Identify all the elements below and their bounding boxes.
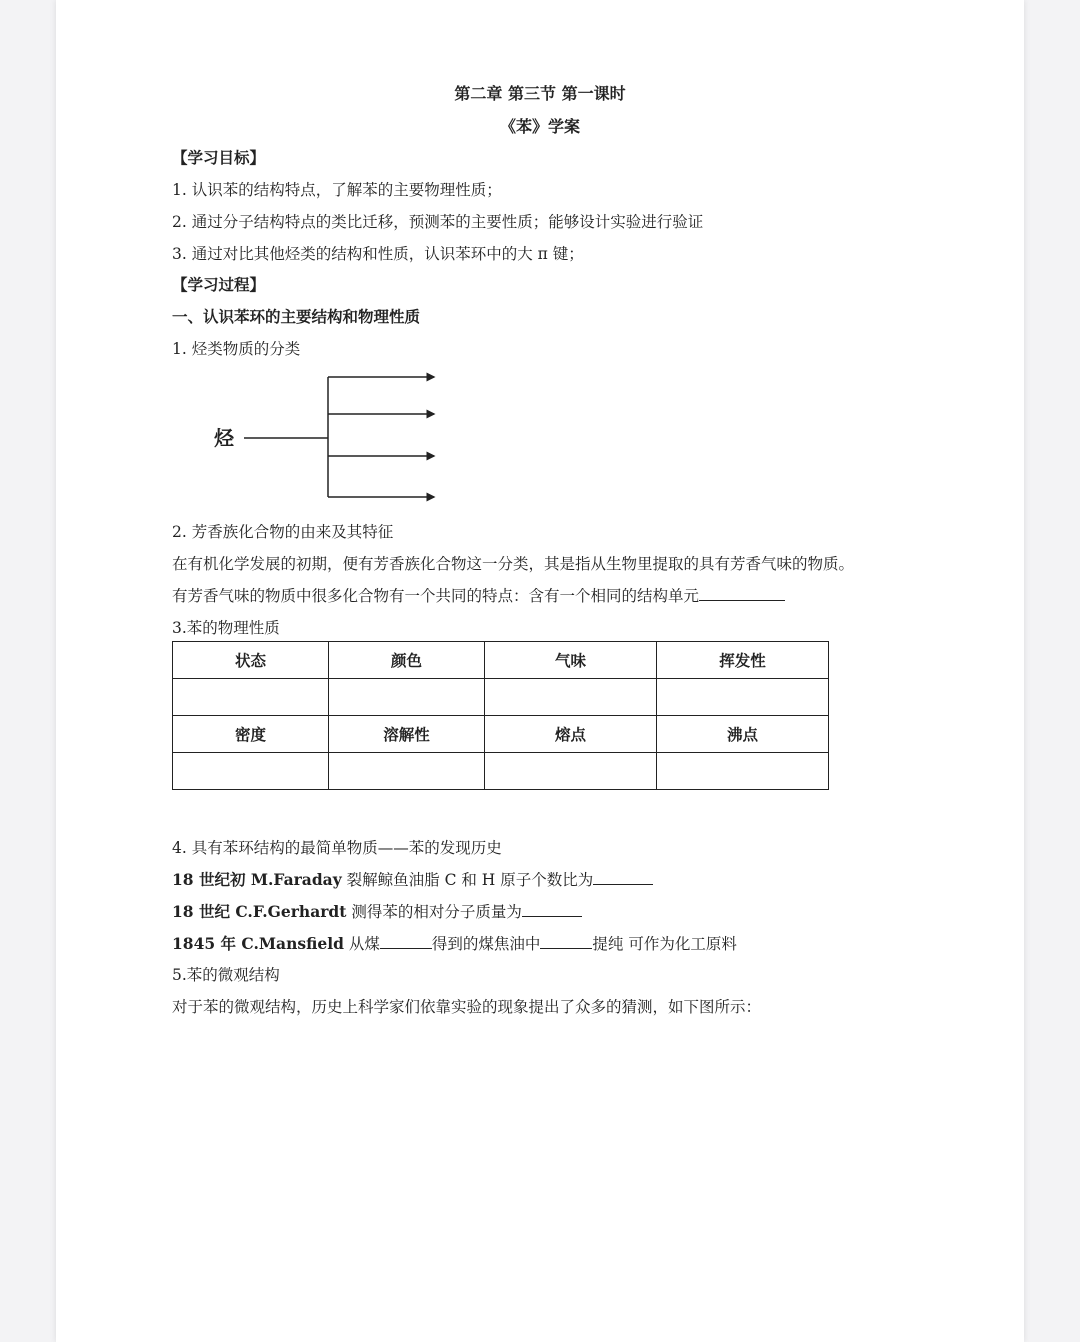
item-hydrocarbon-classification: 1. 烃类物质的分类 [172, 340, 301, 358]
history-faraday: 18 世纪初 M.Faraday 裂解鲸鱼油脂 C 和 H 原子个数比为 [172, 868, 653, 890]
fill-blank[interactable] [593, 870, 653, 885]
goal-item-2: 2. 通过分子结构特点的类比迁移，预测苯的主要性质；能够设计实验进行验证 [172, 213, 704, 231]
document-page [56, 0, 1024, 1342]
item-discovery-history: 4. 具有苯环结构的最简单物质——苯的发现历史 [172, 839, 502, 857]
classification-diagram [206, 368, 446, 512]
table-answer-cell[interactable] [173, 679, 329, 716]
table-header-cell: 挥发性 [657, 642, 829, 679]
table-answer-cell[interactable] [329, 679, 485, 716]
item-aromatic-origin: 2. 芳香族化合物的由来及其特征 [172, 523, 394, 541]
table-answer-cell[interactable] [657, 679, 829, 716]
table-answer-cell[interactable] [485, 679, 657, 716]
fill-blank[interactable] [699, 586, 785, 601]
item-micro-structure: 5.苯的微观结构 [172, 966, 280, 984]
history-gerhardt: 18 世纪 C.F.Gerhardt 测得苯的相对分子质量为 [172, 900, 582, 922]
table-header-cell: 颜色 [329, 642, 485, 679]
goal-item-3: 3. 通过对比其他烃类的结构和性质，认识苯环中的大 π 键； [172, 245, 584, 263]
micro-structure-paragraph: 对于苯的微观结构，历史上科学家们依靠实验的现象提出了众多的猜测，如下图所示： [172, 998, 762, 1016]
aromatic-feature-line: 有芳香气味的物质中很多化合物有一个共同的特点：含有一个相同的结构单元 [172, 584, 785, 606]
table-answer-cell[interactable] [173, 753, 329, 790]
table-header-cell: 密度 [173, 716, 329, 753]
chapter-title: 第二章 第三节 第一课时 [454, 84, 626, 103]
goals-heading: 【学习目标】 [172, 148, 266, 167]
item-physical-properties: 3.苯的物理性质 [172, 619, 280, 637]
table-header-cell: 气味 [485, 642, 657, 679]
table-answer-cell[interactable] [329, 753, 485, 790]
aromatic-paragraph: 在有机化学发展的初期，便有芳香族化合物这一分类，其是指从生物里提取的具有芳香气味的物质。 [172, 555, 855, 573]
table-header-cell: 熔点 [485, 716, 657, 753]
section-title: 一、认识苯环的主要结构和物理性质 [172, 307, 421, 326]
table-answer-cell[interactable] [657, 753, 829, 790]
table-header-cell: 溶解性 [329, 716, 485, 753]
lesson-title: 《苯》学案 [499, 117, 580, 136]
table-header-cell: 沸点 [657, 716, 829, 753]
fill-blank[interactable] [540, 934, 592, 949]
history-mansfield: 1845 年 C.Mansfield 从煤 得到的煤焦油中 提纯 可作为化工原料 [172, 934, 737, 953]
fill-blank[interactable] [522, 902, 582, 917]
goal-item-1: 1. 认识苯的结构特点，了解苯的主要物理性质； [172, 181, 502, 199]
fill-blank[interactable] [380, 934, 432, 949]
diagram-root-label: 烃 [214, 426, 234, 450]
process-heading: 【学习过程】 [172, 275, 266, 294]
physical-properties-table [172, 641, 829, 790]
table-header-cell: 状态 [173, 642, 329, 679]
table-answer-cell[interactable] [485, 753, 657, 790]
